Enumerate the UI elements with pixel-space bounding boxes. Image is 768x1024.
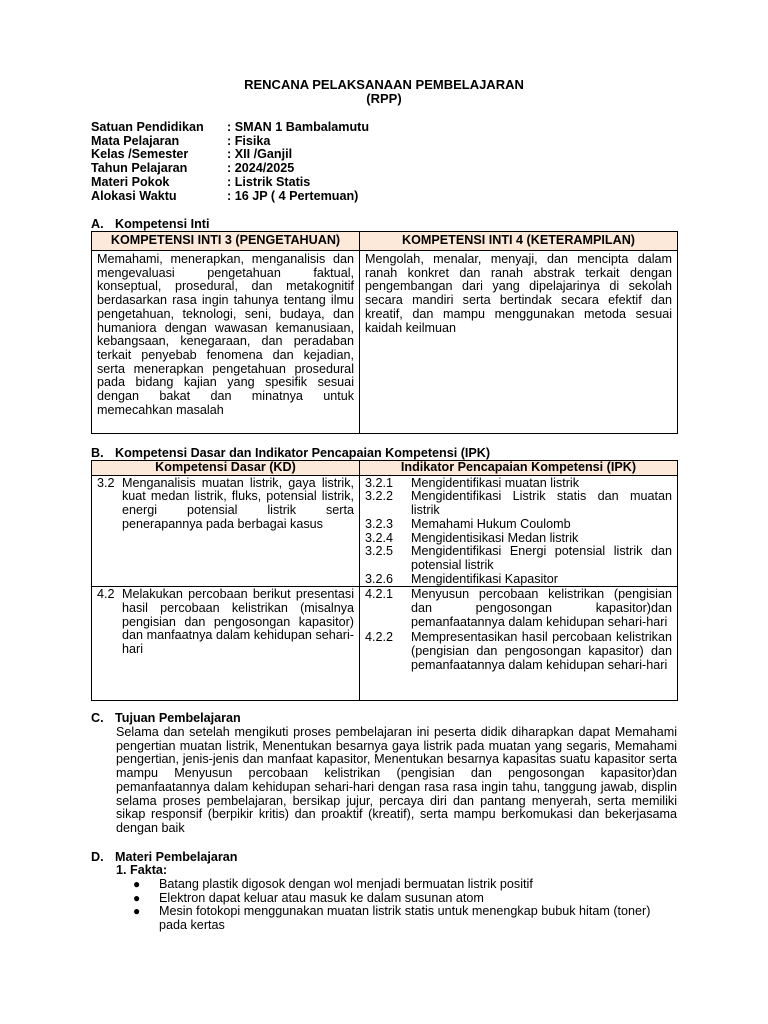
section-number: D. [91,850,104,864]
section-number: A. [91,217,104,231]
ipk-text: Mengidentifikasi Energi potensial listrik dan potensial listrik [411,544,672,572]
ipk-text: Mengidentisikasi Medan listrik [411,530,579,545]
identity-key: Alokasi Waktu [91,189,177,203]
section-b-heading [91,447,490,461]
bullet-icon: ● [133,890,141,905]
fakta-heading: 1. Fakta: [116,863,168,877]
ipk-number: 3.2.5 [365,544,394,559]
identity-value: : 16 JP ( 4 Pertemuan) [227,189,359,203]
list-item [133,878,678,892]
ki3-header: KOMPETENSI INTI 3 (PENGETAHUAN) [92,232,360,251]
list-item-text: Mesin fotokopi menggunakan muatan listrik statis untuk menengkap bubuk hitam (toner) pada kertas [159,904,651,933]
identity-key: Satuan Pendidikan [91,120,204,134]
kd-number: 4.2 [97,587,115,602]
section-c-heading [91,712,241,726]
section-title: Tujuan Pembelajaran [115,711,241,725]
kd-text: Menganalisis muatan listrik, gaya listrik, kuat medan listrik, fluks, potensial listrik, energi potensial listrik serta penerapannya pada berbagai kasus [122,475,354,531]
ipk-number: 3.2.4 [365,530,394,545]
kd-number: 3.2 [97,475,115,490]
ipk-text: Menyusun percobaan kelistrikan (pengisian dan pengosongan kapasitor)dan pemanfaatannya dalam kehidupan sehari-hari [411,587,672,629]
section-a-heading [91,218,209,232]
ipk-text: Memahami Hukum Coulomb [411,516,571,531]
ki4-header: KOMPETENSI INTI 4 (KETERAMPILAN) [360,232,678,251]
identity-value: : SMAN 1 Bambalamutu [227,120,370,134]
identity-key: Kelas /Semester [91,147,189,161]
bullet-icon: ● [133,904,141,919]
identity-key: Materi Pokok [91,175,170,189]
kd-cell [92,587,360,701]
fakta-list [133,878,678,933]
list-item-text: Elektron dapat keluar atau masuk ke dalam susunan atom [159,890,484,905]
identity-key: Mata Pelajaran [91,134,180,148]
bullet-icon: ● [133,877,141,891]
ki4-text: Mengolah, menalar, menyaji, dan mencipta dalam ranah konkret dan ranah abstrak terkait dengan pengembangan dari yang dipelajarinya di sekolah secara mandiri serta bertindak secara efektif dan kreatif, dan mampu menggunakan metoda sesuai kaidah keilmuan [360,251,678,434]
ipk-number: 3.2.2 [365,489,394,504]
ipk-number: 4.2.1 [365,587,394,602]
ipk-header: Indikator Pencapaian Kompetensi (IPK) [360,461,678,476]
section-title: Materi Pembelajaran [115,850,238,864]
document-title: RENCANA PELAKSANAAN PEMBELAJARAN [244,77,524,92]
ipk-text: Mempresentasikan hasil percobaan kelistrikan (pengisian dan pengosongan kapasitor) dan pemanfaatannya dalam kehidupan sehari-hari [411,630,672,672]
ki3-text: Memahami, menerapkan, menganalisis dan mengevaluasi pengetahuan faktual, konseptual, prosedural, dan metakognitif berdasarkan rasa ingin tahunya tentang ilmu pengetahuan, teknologi, seni, budaya, dan humaniora dengan wawasan kemanusiaan, kebangsaan, kenegaraan, dan peradaban terkait penyebab fenomena dan kejadian, serta menerapkan pengetahuan prosedural pada bidang kajian yang spesifik sesuai dengan bakat dan minatnya untuk memecahkan masalah [92,251,360,434]
ipk-number: 4.2.2 [365,630,394,645]
tujuan-paragraph: Selama dan setelah mengikuti proses pembelajaran ini peserta didik diharapkan dapat Memahami pengertian muatan listrik, Menentukan besarnya gaya listrik pada muatan yang segaris, Memahami pengertian, jenis-jenis dan manfaat kapasitor, Menentukan besarnya kapasitas suatu kapasitor serta mampu Menyusun percobaan kelistrikan (pengisian dan pengosongan kapasitor)dan pemanfaatannya dalam kehidupan sehari-hari dengan rasa rasa ingin tahu, tanggung jawab, displin selama proses pembelajaran, bersikap jujur, percaya diri dan pantang menyerah, serta memiliki sikap responsif (berpikir kritis) dan proaktif (kreatif), serta mampu berkomukasi dan bekerjasama dengan baik [116,725,677,835]
kd-cell [92,475,360,587]
table-row [92,475,678,587]
list-item [133,905,678,932]
identity-value: : 2024/2025 [227,161,295,175]
identity-value: : Fisika [227,134,271,148]
section-number: C. [91,711,104,725]
identity-value: : XII /Ganjil [227,147,293,161]
kompetensi-inti-table [91,231,678,434]
identity-key: Tahun Pelajaran [91,161,188,175]
ipk-text: Mengidentifikasi muatan listrik [411,475,579,490]
section-title: Kompetensi Dasar dan Indikator Pencapaian Kompetensi (IPK) [115,446,491,460]
ipk-number: 3.2.6 [365,571,394,586]
ipk-cell [360,587,678,701]
list-item [133,892,678,906]
section-number: B. [91,446,104,460]
ipk-text: Mengidentifikasi Kapasitor [411,571,559,586]
ipk-cell [360,475,678,587]
ipk-number: 3.2.3 [365,516,394,531]
table-row [92,587,678,701]
section-title: Kompetensi Inti [115,217,210,231]
kd-header: Kompetensi Dasar (KD) [92,461,360,476]
kd-text: Melakukan percobaan berikut presentasi hasil percobaan kelistrikan (misalnya pengisian dan pengosongan kapasitor) dan manfaatnya dalam kehidupan sehari-hari [122,587,354,657]
document-subtitle: (RPP) [366,91,402,106]
ipk-text: Mengidentifikasi Listrik statis dan muatan listrik [411,489,672,518]
list-item-text: Batang plastik digosok dengan wol menjadi bermuatan listrik positif [159,877,533,891]
ipk-number: 3.2.1 [365,475,394,490]
kd-ipk-table [91,460,678,701]
identity-value: : Listrik Statis [227,175,311,189]
